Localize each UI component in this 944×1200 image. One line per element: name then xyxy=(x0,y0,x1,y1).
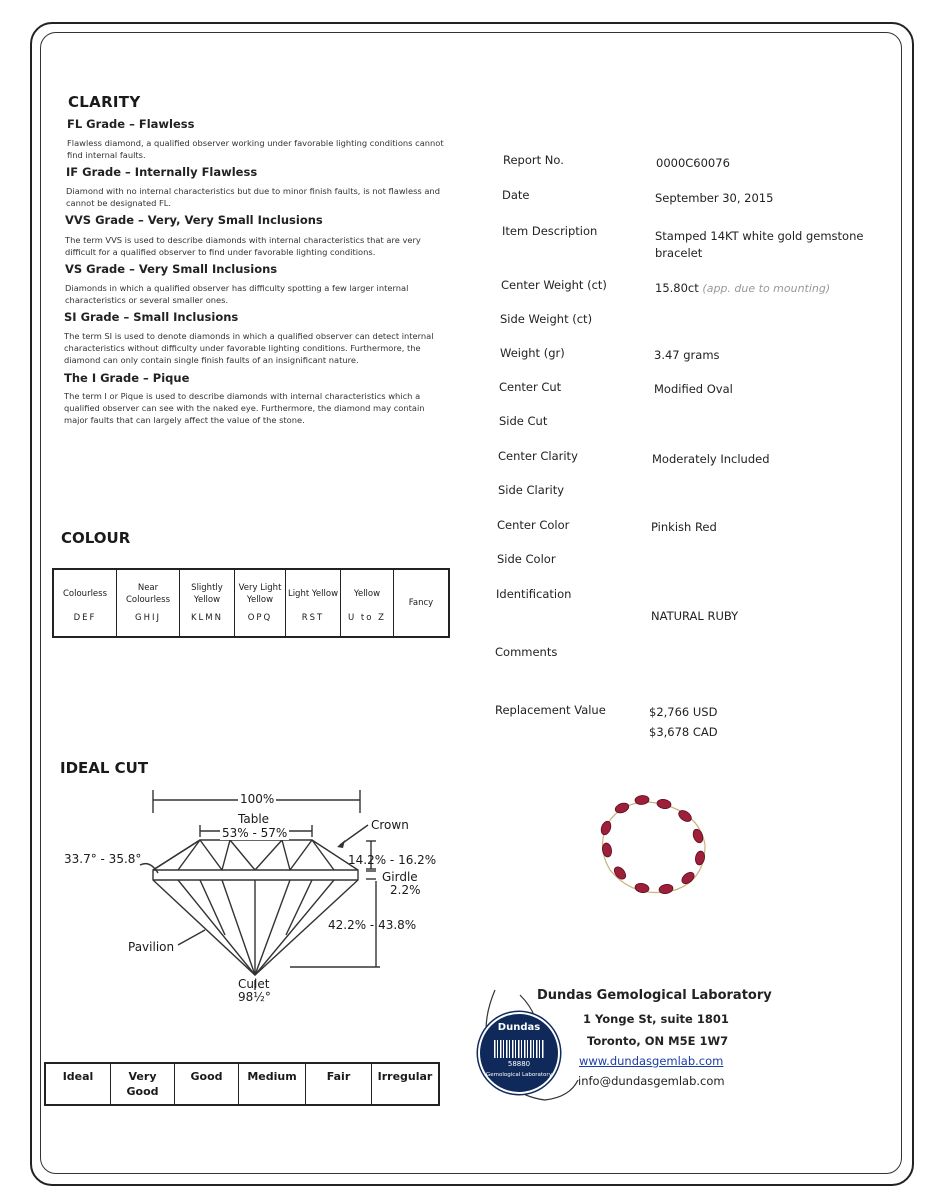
lab-address-line1: 1 Yonge St, suite 1801 xyxy=(583,1012,729,1026)
colour-column-letters: U to Z xyxy=(348,613,386,623)
cut-grade-cell: Very Good xyxy=(111,1064,175,1104)
field-value xyxy=(655,281,830,295)
clarity-grade-heading: SI Grade – Small Inclusions xyxy=(64,310,239,324)
diagram-girdle-value: 2.2% xyxy=(390,883,421,897)
seal-bottom-text: Gemological Laboratory xyxy=(486,1072,552,1078)
colour-column xyxy=(54,570,117,636)
diagram-culet-value: 98½° xyxy=(238,990,271,1004)
clarity-grade-description: The term I or Pique is used to describe diamonds with internal characteristics which a qualified observer can see with the naked eye. Furthermore, the diamond may contain major faults that can largely affect the value of the stone. xyxy=(64,391,425,425)
field-value-note: (app. due to mounting) xyxy=(702,282,831,295)
field-value: Pinkish Red xyxy=(651,520,717,534)
colour-column xyxy=(286,570,341,636)
field-value: Stamped 14KT white gold gemstone bracelet xyxy=(655,229,864,260)
cut-grade-cell: Irregular xyxy=(377,1070,433,1083)
field-label: Date xyxy=(502,188,530,202)
lab-seal xyxy=(478,1012,560,1094)
colour-column-letters: RST xyxy=(301,613,325,623)
lab-name: Dundas Gemological Laboratory xyxy=(537,988,772,1003)
diagram-crown-angle: 33.7° - 35.8° xyxy=(64,852,142,866)
field-value: Moderately Included xyxy=(652,452,770,466)
field-label: Replacement Value xyxy=(495,703,606,717)
diagram-pavilion-depth: 42.2% - 43.8% xyxy=(328,918,417,932)
colour-title: COLOUR xyxy=(61,529,131,547)
colour-column-label: Near Colourless xyxy=(125,583,171,605)
cut-grade-cell: Fair xyxy=(306,1064,372,1104)
diagram-total-label: 100% xyxy=(240,792,275,806)
field-label: Side Color xyxy=(497,552,556,566)
clarity-title: CLARITY xyxy=(68,93,141,111)
colour-column-label: Fancy xyxy=(408,598,434,608)
seal-barcode xyxy=(494,1040,544,1058)
clarity-grade-heading: IF Grade – Internally Flawless xyxy=(66,165,258,179)
seal-top-text: Dundas xyxy=(497,1022,541,1033)
clarity-grade-description: Flawless diamond, a qualified observer working under favorable lighting conditions cannot find internal faults. xyxy=(67,138,444,160)
diagram-table-label: Table xyxy=(238,812,270,826)
field-value: September 30, 2015 xyxy=(655,191,774,205)
field-value-text: 15.80ct xyxy=(655,281,699,295)
ideal-cut-title: IDEAL CUT xyxy=(60,759,149,777)
field-value: 0000C60076 xyxy=(656,156,730,170)
lab-email: info@dundasgemlab.com xyxy=(578,1074,725,1088)
clarity-grade-heading: FL Grade – Flawless xyxy=(67,117,195,131)
colour-column-letters: KLMN xyxy=(190,613,223,623)
clarity-grade-description: Diamonds in which a qualified observer has difficulty spotting a few larger internal characteristics or several smaller ones. xyxy=(65,283,409,305)
field-label: Comments xyxy=(495,645,558,659)
colour-column-label: Colourless xyxy=(62,589,108,599)
cut-grade-cell: Good xyxy=(175,1064,239,1104)
field-label: Side Clarity xyxy=(498,483,565,497)
cut-grade-table xyxy=(44,1062,440,1106)
clarity-grade-heading: The I Grade – Pique xyxy=(64,371,190,385)
colour-column-label: Yellow xyxy=(353,589,381,599)
colour-column-label: Slightly Yellow xyxy=(191,583,223,605)
colour-column xyxy=(394,570,448,636)
field-label: Center Weight (ct) xyxy=(501,278,607,292)
field-value: $2,766 USD xyxy=(649,705,718,719)
field-label: Weight (gr) xyxy=(500,346,565,360)
cut-grade-cell: Ideal xyxy=(46,1064,111,1104)
field-value: 3.47 grams xyxy=(654,348,720,362)
field-label: Center Cut xyxy=(499,380,562,394)
clarity-grade-description: The term SI is used to denote diamonds in which a qualified observer can detect internal characteristics without difficulty under favorable lighting conditions. Furthermore, the diamond can only contain single finish faults of an insignificant nature. xyxy=(64,331,434,365)
field-label: Center Color xyxy=(497,518,570,532)
clarity-grade-heading: VS Grade – Very Small Inclusions xyxy=(65,262,278,276)
colour-column-label: Light Yellow xyxy=(287,589,339,599)
field-label: Item Description xyxy=(502,224,598,238)
colour-scale-table xyxy=(52,568,450,638)
colour-column-letters: GHIJ xyxy=(135,613,161,623)
clarity-grade-description: Diamond with no internal characteristics but due to minor finish faults, is not flawless and cannot be designated FL. xyxy=(66,186,440,208)
cut-grade-cell: Medium xyxy=(239,1064,306,1104)
colour-column-letters: DEF xyxy=(73,613,97,623)
field-label: Center Clarity xyxy=(498,449,578,463)
seal-number: 58880 xyxy=(507,1060,531,1068)
field-value-secondary: $3,678 CAD xyxy=(649,725,718,739)
field-label: Side Cut xyxy=(499,414,548,428)
colour-column-label: Very Light Yellow xyxy=(238,583,282,605)
field-value: Modified Oval xyxy=(654,382,733,396)
diagram-pavilion-label: Pavilion xyxy=(128,940,175,954)
field-label: Report No. xyxy=(503,153,564,167)
lab-website-link[interactable]: www.dundasgemlab.com xyxy=(579,1054,724,1068)
clarity-grade-heading: VVS Grade – Very, Very Small Inclusions xyxy=(65,213,323,227)
colour-column xyxy=(235,570,286,636)
colour-column xyxy=(117,570,180,636)
bracelet-photo xyxy=(590,790,720,910)
diagram-crown-height: 14.2% - 16.2% xyxy=(348,853,437,867)
field-label: Side Weight (ct) xyxy=(500,312,593,326)
diagram-crown-label: Crown xyxy=(371,818,409,832)
diagram-girdle-label: Girdle xyxy=(382,870,418,884)
diagram-table-range: 53% - 57% xyxy=(222,826,288,840)
clarity-grade-description: The term VVS is used to describe diamonds with internal characteristics that are very difficult for a qualified observer to find under favorable lighting conditions. xyxy=(65,235,421,257)
diagram-culet-label: Culet xyxy=(238,977,270,991)
field-value: NATURAL RUBY xyxy=(651,609,739,623)
colour-column xyxy=(180,570,235,636)
colour-column-letters: OPQ xyxy=(247,613,273,623)
colour-column xyxy=(341,570,394,636)
field-label: Identification xyxy=(496,587,572,601)
lab-address-line2: Toronto, ON M5E 1W7 xyxy=(587,1034,729,1048)
